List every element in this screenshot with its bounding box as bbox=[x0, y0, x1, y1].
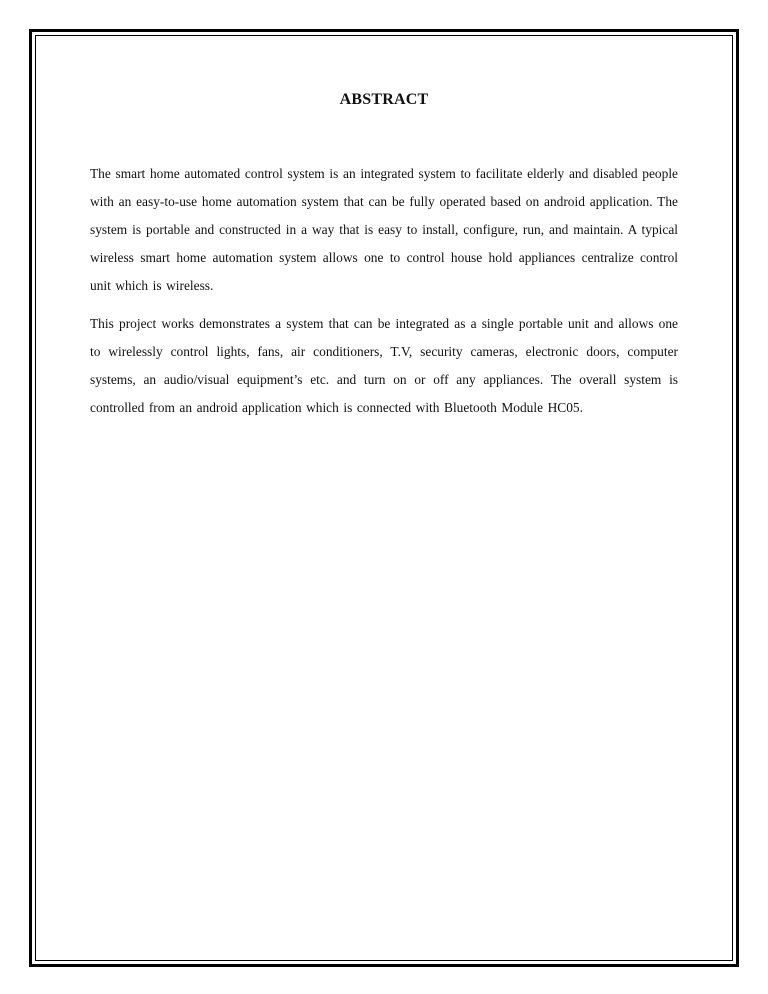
abstract-paragraph-2: This project works demonstrates a system that can be integrated as a single portable unit and allows one to wirelessly control lights, fans, air conditioners, T.V, security cameras, electronic doors, computer systems, an audio/visual equipment’s etc. and turn on or off any appliances. The overall system is controlled from an android application which is connected with Bluetooth Module HC05. bbox=[90, 316, 678, 415]
abstract-body bbox=[90, 160, 678, 432]
abstract-paragraph-1: The smart home automated control system is an integrated system to facilitate elderly and disabled people with an easy-to-use home automation system that can be fully operated based on android application. The system is portable and constructed in a way that is easy to install, configure, run, and maintain. A typical wireless smart home automation system allows one to control house hold appliances centralize control unit which is wireless. bbox=[90, 166, 678, 293]
page-title: ABSTRACT bbox=[339, 91, 429, 108]
